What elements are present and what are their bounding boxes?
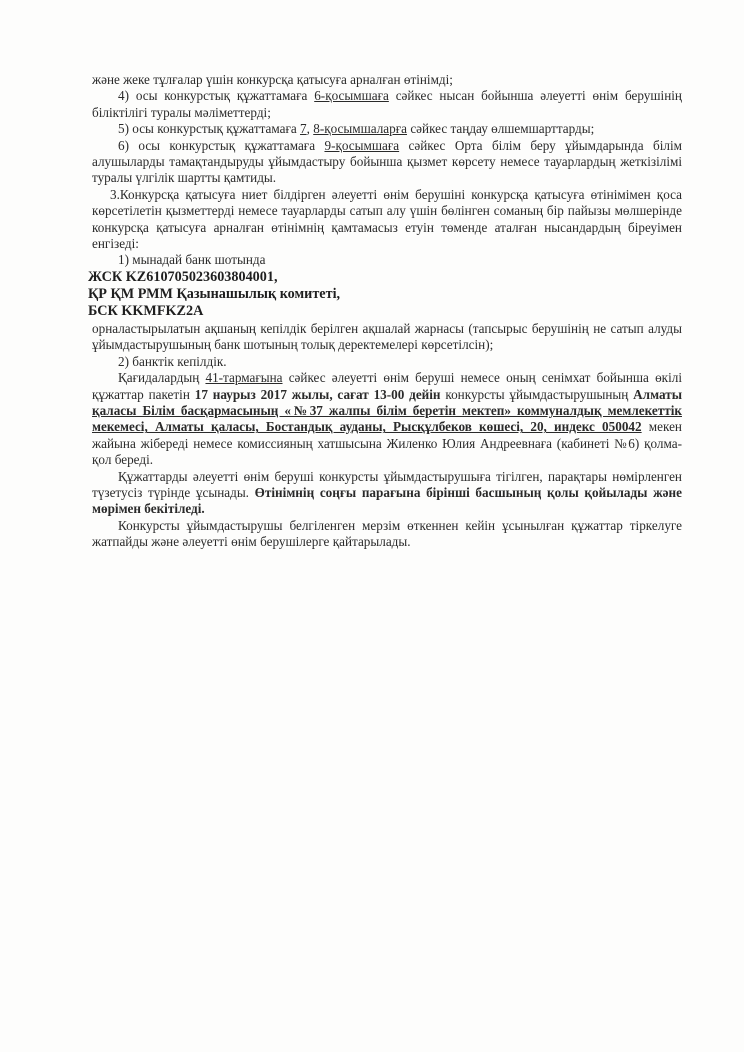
text-segment: сәйкес нысан бойынша әлеуетті өнім берушінің біліктілігі туралы мәліметтерді;: [92, 88, 682, 120]
bank-guarantee-item: [92, 354, 682, 370]
appendix-7-link[interactable]: 7: [300, 121, 307, 137]
document-body: [88, 72, 682, 551]
bank-account-item: [92, 252, 682, 268]
text-segment: 1) мынадай банк шотында: [118, 252, 266, 268]
appendix-8-link[interactable]: 8-қосымшаларға: [313, 121, 408, 137]
text-segment: 5) осы конкурстық құжаттамаға: [118, 121, 301, 137]
appendix-6-link[interactable]: 6-қосымшаға: [314, 88, 389, 104]
paragraph-3: [92, 187, 682, 253]
text-segment: 3.Конкурсқа қатысуға ниет білдірген әлеуетті өнім берушіні конкурсқа қатысуға өтінімімен қоса көрсетілетін қызметтерді немесе тауарларды сатып алу үшін бөлінген соманың бір пайызы мөлшерінде конкурсқа қатысуға арналған өтінімнің қамтамасыз етуін төменде аталған нысандардың біреуімен енгізеді:: [92, 186, 682, 252]
text-segment: конкурсты ұйымдастырушының: [440, 386, 634, 402]
paragraph-intro: [92, 72, 682, 88]
text-segment: Конкурсты ұйымдастырушы белгіленген мерзім өткеннен кейін ұсынылған құжаттар тіркелуге жатпайды және әлеуетті өнім берушілерге қайтарылады.: [92, 517, 682, 550]
text-segment: 6) осы конкурстық құжаттамаға: [118, 137, 325, 153]
organizer-name-start: Алматы: [633, 386, 682, 402]
text-segment: сәйкес Орта білім беру ұйымдарында білім алушыларды тамақтандыруды ұйымдастыру бойынша қызмет көрсету немесе тауарлардың жеткізілімі туралы үлгілік шартты қамтиды.: [92, 137, 682, 186]
bank-committee: ҚР ҚМ РММ Қазынашылық комитеті,: [88, 285, 341, 302]
rules-item-41-link[interactable]: 41-тармағына: [205, 370, 283, 386]
text-segment: орналастырылатын ақшаның кепілдік берілген ақшалай жарнасы (тапсырыс берушінің не сатып алуды ұйымдастырушының банк шотының толық деректемелері көрсетілсін);: [92, 320, 682, 353]
paragraph-submission: [92, 370, 682, 468]
text-segment: 2) банктік кепілдік.: [118, 353, 227, 369]
paragraph-late-submission: [92, 518, 682, 551]
text-line: және жеке тұлғалар үшін конкурсқа қатысуға арналған өтінімді;: [92, 72, 453, 87]
text-segment: мекен жайына жібереді немесе комиссияның хатшысына Жиленко Юлия Андреевнаға (кабинеті №6) қолма-қол береді.: [92, 419, 682, 468]
text-segment: Қағидалардың: [118, 370, 206, 386]
text-segment: сәйкес әлеуетті өнім беруші немесе оның сенімхат бойынша өкілі құжаттар пакетін: [92, 370, 682, 402]
organizer-address: қаласы Білім басқармасының «№37 жалпы білім беретін мектеп» коммуналдық мемлекеттік мекемесі, Алматы қаласы, Бостандық ауданы, Рысқұлбеков көшесі, 20, индекс 050042: [92, 402, 682, 435]
paragraph-documents: [92, 469, 682, 518]
text-segment: ,: [306, 121, 314, 137]
text-segment: Құжаттарды әлеуетті өнім беруші конкурсты ұйымдастырушыға тігілген, парақтары нөмірленген түзетусіз түрінде ұсынады.: [92, 468, 682, 500]
deposit-paragraph: [92, 321, 682, 354]
deadline-date: 17 наурыз 2017 жылы, сағат 13-00 дейін: [194, 386, 441, 402]
list-item-6: [92, 138, 682, 187]
list-item-4: [92, 88, 682, 121]
list-item-5: [92, 121, 682, 137]
bank-bic: БСК KKMFKZ2A: [88, 302, 204, 319]
text-segment: сәйкес таңдау өлшемшарттарды;: [407, 121, 595, 137]
signature-requirement: Өтінімнің соңғы парағына бірінші басшының қолы қойылады және мөрімен бекітіледі.: [92, 484, 682, 517]
text-segment: 4) осы конкурстық құжаттамаға: [118, 88, 315, 104]
appendix-9-link[interactable]: 9-қосымшаға: [324, 137, 400, 153]
bank-iic: ЖСК KZ610705023603804001,: [88, 268, 278, 285]
